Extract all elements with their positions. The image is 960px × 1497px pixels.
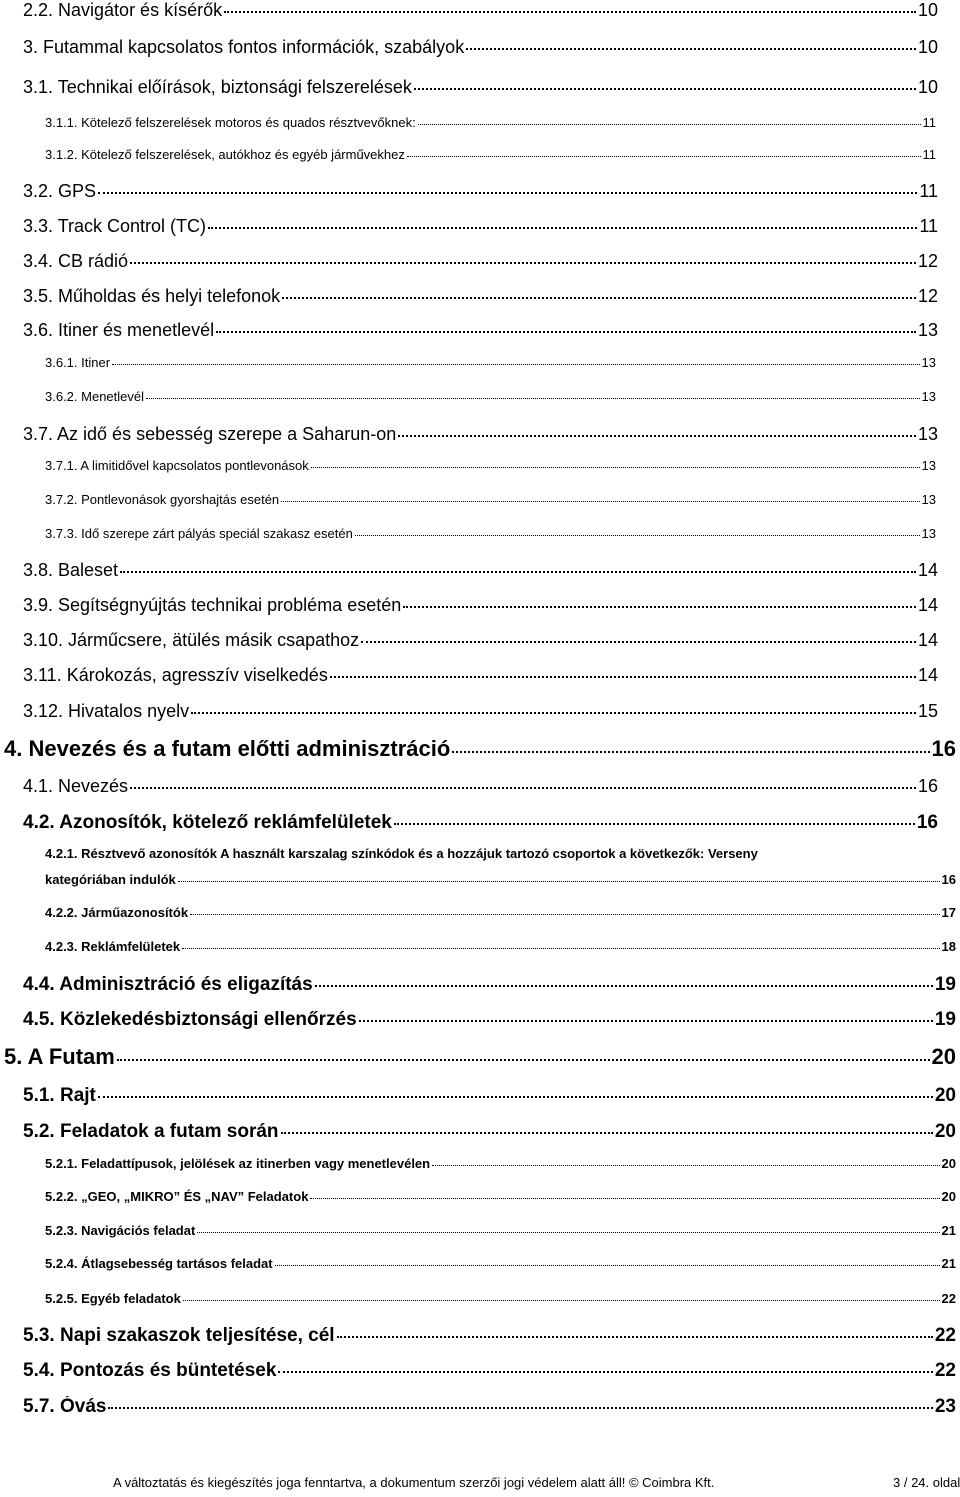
toc-entry[interactable] [23,1396,956,1418]
dot-leader [330,676,916,678]
dot-leader [359,1020,933,1022]
dot-leader [452,751,929,753]
toc-entry-label: 3.7.3. Idő szerepe zárt pályás speciál szakasz esetén [45,526,353,541]
toc-entry-label: 5.3. Napi szakaszok teljesítése, cél [23,1325,335,1346]
toc-entry-label: 5.2.3. Navigációs feladat [45,1223,196,1238]
toc-entry-page: 13 [917,320,938,340]
dot-leader [466,48,916,50]
dot-leader [337,1336,933,1338]
dot-leader [216,331,916,333]
toc-entry-page: 16 [931,736,956,761]
dot-leader [108,1407,932,1409]
dot-leader [146,398,920,399]
toc-entry-page: 18 [941,939,956,954]
dot-leader [183,1300,940,1301]
page-indicator: 3 / 24. oldal [893,1475,960,1490]
toc-entry-label: 4.5. Közlekedésbiztonsági ellenőrzés [23,1009,357,1030]
toc-entry-page: 12 [917,251,938,271]
toc-entry-page: 22 [941,1291,956,1306]
toc-entry-page: 20 [941,1156,956,1171]
dot-leader [315,985,933,987]
dot-leader [120,571,916,573]
dot-leader [224,11,916,13]
toc-entry-label: 4. Nevezés és a futam előtti adminisztráció [4,736,451,761]
toc-entry-line2 [45,872,956,887]
toc-entry-label: 5.1. Rajt [23,1085,96,1106]
dot-leader [355,535,920,536]
toc-entry-page: 13 [921,492,936,507]
dot-leader [398,435,916,437]
toc-entry-label: 4.2.3. Reklámfelületek [45,939,181,954]
dot-leader [281,501,919,502]
toc-entry-page: 11 [919,216,938,236]
dot-leader [310,1198,939,1199]
toc-entry-page: 11 [919,181,938,201]
toc-entry-page: 16 [916,812,938,833]
toc-entry[interactable] [45,147,936,162]
dot-leader [407,156,921,157]
toc-entry[interactable] [23,665,938,686]
toc-entry-label: 5.4. Pontozás és büntetések [23,1360,277,1381]
toc-entry[interactable] [23,216,938,237]
dot-leader [130,262,916,264]
toc-entry[interactable] [23,286,938,307]
toc-entry-label: 3.4. CB rádió [23,251,129,271]
toc-entry[interactable] [23,1009,956,1031]
dot-leader [191,712,916,714]
toc-entry-page: 20 [941,1189,956,1204]
toc-entry[interactable] [45,1256,956,1271]
toc-entry-label: 3.9. Segítségnyújtás technikai probléma esetén [23,595,402,615]
toc-entry-label: 5. A Futam [4,1044,115,1069]
toc-entry[interactable] [23,776,938,797]
toc-entry-label: 3.1.1. Kötelező felszerelések motoros és quados résztvevőknek: [45,115,416,130]
toc-entry[interactable] [45,115,936,130]
toc-entry-page: 14 [917,630,938,650]
toc-entry[interactable] [23,701,938,722]
toc-entry[interactable] [23,0,938,21]
dot-leader [190,914,939,915]
toc-entry-label: 5.7. Óvás [23,1396,107,1417]
toc-entry-page: 10 [917,77,938,97]
toc-entry-page: 16 [941,872,956,887]
toc-entry-page: 17 [941,905,956,920]
toc-entry-page: 20 [934,1121,956,1142]
toc-entry[interactable] [4,1044,956,1070]
toc-entry[interactable] [23,1121,956,1143]
toc-entry[interactable] [23,974,956,996]
toc-entry-label: 4.4. Adminisztráció és eligazítás [23,974,313,995]
toc-entry[interactable] [45,526,936,541]
toc-entry-label: 3.1. Technikai előírások, biztonsági felszerelések [23,77,412,97]
toc-entry[interactable] [45,1223,956,1238]
toc-entry[interactable] [45,458,936,473]
toc-entry[interactable] [45,355,936,370]
toc-entry[interactable] [23,1360,956,1382]
toc-entry-page: 11 [922,115,936,130]
toc-entry-label: 4.2.2. Járműazonosítók [45,905,189,920]
toc-entry[interactable] [23,251,938,272]
toc-entry-page: 10 [917,37,938,57]
toc-entry-page: 20 [934,1085,956,1106]
toc-entry[interactable] [23,560,938,581]
dot-leader [394,823,915,825]
copyright-notice: A változtatás és kiegészítés joga fenntartva, a dokumentum szerzői jogi védelem alatt áll! © Coimbra Kft. [113,1475,715,1490]
toc-entry-label: 3.6.2. Menetlevél [45,389,145,404]
toc-entry-page: 13 [917,424,938,444]
dot-leader [98,192,917,194]
toc-entry-page: 21 [941,1223,956,1238]
dot-leader [98,1096,933,1098]
dot-leader [275,1265,940,1266]
toc-entry-label: 5.2.4. Átlagsebesség tartásos feladat [45,1256,273,1271]
dot-leader [130,787,916,789]
toc-entry[interactable] [45,1189,956,1204]
toc-entry[interactable] [45,1291,956,1306]
toc-entry[interactable] [4,736,956,762]
toc-entry[interactable] [45,1156,956,1171]
toc-entry-label: 3.6. Itiner és menetlevél [23,320,215,340]
toc-entry-page: 19 [934,1009,956,1030]
dot-leader [112,364,919,365]
toc-entry-page: 14 [917,560,938,580]
toc-entry-label: 3.6.1. Itiner [45,355,111,370]
toc-entry-page: 23 [934,1396,956,1417]
toc-entry-label: 3.3. Track Control (TC) [23,216,207,236]
toc-entry-page: 13 [921,355,936,370]
dot-leader [282,297,916,299]
toc-entry-label: 4.1. Nevezés [23,776,129,796]
dot-leader [432,1165,939,1166]
toc-entry-page: 13 [921,526,936,541]
dot-leader [208,227,917,229]
toc-entry-page: 12 [917,286,938,306]
toc-entry-label: 3.1.2. Kötelező felszerelések, autókhoz és egyéb járművekhez [45,147,405,162]
dot-leader [311,467,920,468]
dot-leader [414,88,916,90]
dot-leader [418,124,921,125]
toc-entry[interactable] [23,812,938,834]
toc-entry-label: 3. Futammal kapcsolatos fontos információk, szabályok [23,37,465,57]
toc-entry-label: 3.8. Baleset [23,560,119,580]
toc-entry-wrapped[interactable] [45,846,956,892]
toc-entry-label: 3.2. GPS [23,181,97,201]
toc-entry-label: 4.2. Azonosítók, kötelező reklámfelületek [23,812,392,833]
toc-entry[interactable] [45,939,956,954]
toc-entry-page: 11 [922,147,936,162]
toc-entry-label: 3.7. Az idő és sebesség szerepe a Saharun-on [23,424,397,444]
toc-entry-label: 3.7.2. Pontlevonások gyorshajtás esetén [45,492,280,507]
dot-leader [117,1059,930,1061]
dot-leader [197,1232,939,1233]
toc-entry-label: 3.10. Járműcsere, ätülés másik csapathoz [23,630,360,650]
toc-entry[interactable] [23,320,938,341]
toc-entry-label-line1: 4.2.1. Résztvevő azonosítók A használt karszalag színkódok és a hozzájuk tartozó csoportok a következők: Verseny [45,846,758,861]
toc-entry-page: 19 [934,974,956,995]
dot-leader [281,1132,933,1134]
toc-entry-label: 3.11. Károkozás, agresszív viselkedés [23,665,328,685]
toc-entry-label: 5.2.1. Feladattípusok, jelölések az itinerben vagy menetlevélen [45,1156,431,1171]
dot-leader [361,641,916,643]
toc-entry[interactable] [23,1085,956,1107]
toc-entry[interactable] [23,77,938,98]
toc-entry-page: 22 [934,1360,956,1381]
toc-entry-label-line2: kategóriában indulók [45,872,176,887]
toc-entry-label: 3.12. Hivatalos nyelv [23,701,190,721]
toc-entry-page: 21 [941,1256,956,1271]
toc-entry-label: 5.2.2. „GEO, „MIKRO” ÉS „NAV” Feladatok [45,1189,309,1204]
toc-entry-page: 20 [931,1044,956,1069]
dot-leader [278,1371,932,1373]
toc-entry-label: 5.2. Feladatok a futam során [23,1121,279,1142]
toc-entry-page: 14 [917,595,938,615]
toc-entry[interactable] [23,424,938,445]
toc-entry-label: 3.5. Műholdas és helyi telefonok [23,286,281,306]
toc-entry-page: 22 [934,1325,956,1346]
toc-entry[interactable] [23,37,938,58]
toc-entry[interactable] [23,630,938,651]
toc-entry[interactable] [45,492,936,507]
toc-entry-label: 3.7.1. A limitidővel kapcsolatos pontlevonások [45,458,309,473]
toc-entry-label: 5.2.5. Egyéb feladatok [45,1291,181,1306]
toc-entry[interactable] [23,595,938,616]
toc-entry-page: 16 [917,776,938,796]
toc-entry-page: 14 [917,665,938,685]
dot-leader [182,948,939,949]
dot-leader [403,606,916,608]
toc-entry-page: 13 [921,458,936,473]
toc-entry[interactable] [23,1325,956,1347]
toc-entry-page: 13 [921,389,936,404]
toc-entry-label: 2.2. Navigátor és kísérők [23,0,223,20]
toc-entry[interactable] [45,905,956,920]
toc-entry-page: 15 [917,701,938,721]
dot-leader [178,881,940,882]
toc-entry[interactable] [23,181,938,202]
toc-entry[interactable] [45,389,936,404]
toc-entry-page: 10 [917,0,938,20]
